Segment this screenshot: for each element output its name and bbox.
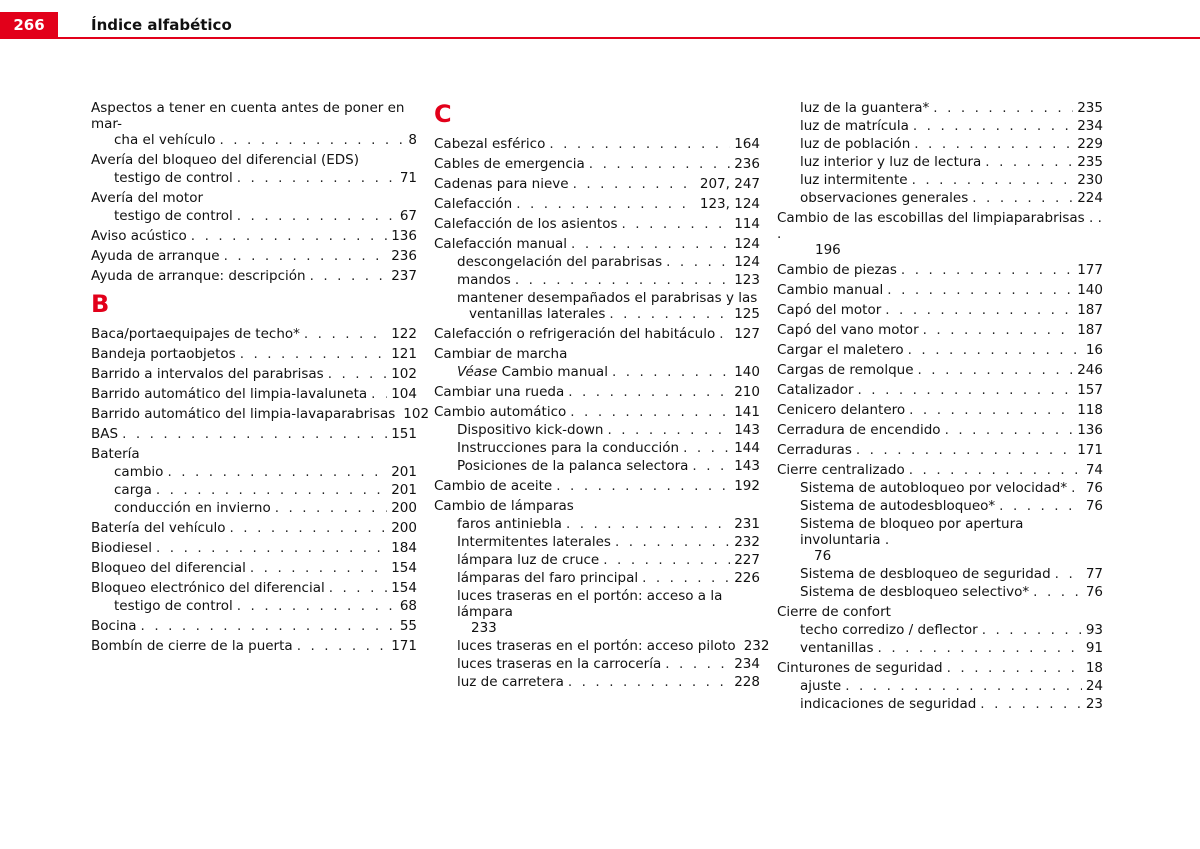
index-entry <box>434 216 760 232</box>
page-ref: 93 <box>1085 622 1103 638</box>
page-ref: 76 <box>1085 584 1103 600</box>
index-entry <box>91 580 417 596</box>
index-subentry <box>777 516 1103 564</box>
page-ref: 233 <box>471 620 497 636</box>
page-ref: 123 <box>734 272 760 288</box>
page-ref: 230 <box>1077 172 1103 188</box>
index-entry <box>434 404 760 420</box>
entry-text: Cabezal esférico <box>434 136 546 152</box>
page-ref: 140 <box>1077 282 1103 298</box>
entry-text: Cambio manual <box>777 282 884 298</box>
entry-text: Cinturones de seguridad <box>777 660 943 676</box>
index-entry <box>777 604 1103 620</box>
page-ref: 226 <box>734 570 760 586</box>
index-subentry <box>434 272 760 288</box>
entry-text: luces traseras en el portón: acceso piloto <box>457 638 736 654</box>
index-entry <box>91 618 417 634</box>
entry-text: Cambiar de marcha <box>434 346 568 362</box>
page-ref: 122 <box>391 326 417 342</box>
page-ref: 74 <box>1085 462 1103 478</box>
page-ref: 24 <box>1085 678 1103 694</box>
index-subentry <box>434 570 760 586</box>
index-entry <box>91 268 417 284</box>
entry-text: Ayuda de arranque <box>91 248 220 264</box>
index-entry <box>777 462 1103 478</box>
entry-text: observaciones generales <box>800 190 969 206</box>
page-ref: 234 <box>1077 118 1103 134</box>
page-ref: 231 <box>734 516 760 532</box>
page-ref: 184 <box>391 540 417 556</box>
index-entry <box>91 520 417 536</box>
page-ref: 143 <box>734 458 760 474</box>
page-ref: 200 <box>391 500 417 516</box>
index-subentry <box>777 100 1103 116</box>
index-subentry <box>434 440 760 456</box>
entry-text: Biodiesel <box>91 540 152 556</box>
page-ref: 224 <box>1077 190 1103 206</box>
index-entry <box>434 236 760 252</box>
index-entry <box>91 426 417 442</box>
index-subentry <box>777 118 1103 134</box>
index-entry <box>434 478 760 494</box>
index-subentry <box>434 638 770 654</box>
page-ref: 136 <box>391 228 417 244</box>
index-subentry <box>91 500 417 516</box>
page-ref: 154 <box>391 560 417 576</box>
entry-text: Cambio automático <box>434 404 567 420</box>
page-ref: 8 <box>408 132 417 148</box>
page-ref: 102 <box>391 366 417 382</box>
page-ref: 124 <box>734 236 760 252</box>
index-entry <box>91 346 417 362</box>
entry-text: Bloqueo del diferencial <box>91 560 246 576</box>
index-subentry <box>434 364 760 380</box>
index-entry <box>777 402 1103 418</box>
page-ref: 124 <box>734 254 760 270</box>
index-entry <box>91 560 417 576</box>
index-entry <box>434 498 760 514</box>
page-ref: 102 <box>403 406 430 422</box>
index-subentry <box>91 482 417 498</box>
page-ref: 229 <box>1077 136 1103 152</box>
see-also-label: Véase <box>457 364 498 380</box>
entry-text: conducción en invierno <box>114 500 271 516</box>
index-entry <box>91 228 417 244</box>
index-entry <box>777 382 1103 398</box>
page-title: Índice alfabético <box>91 16 232 34</box>
entry-text: Cadenas para nieve <box>434 176 569 192</box>
entry-text: carga <box>114 482 152 498</box>
entry-text: techo corredizo / deflector <box>800 622 978 638</box>
page-ref: 187 <box>1077 302 1103 318</box>
page-ref: 232 <box>743 638 770 654</box>
page-ref: 55 <box>399 618 417 634</box>
index-entry <box>91 540 417 556</box>
page-ref: 236 <box>391 248 417 264</box>
index-subentry <box>434 534 760 550</box>
index-subentry <box>91 464 417 480</box>
entry-text: BAS <box>91 426 119 442</box>
page-ref: 237 <box>391 268 417 284</box>
index-entry <box>434 136 760 152</box>
entry-text: Catalizador <box>777 382 854 398</box>
page-ref: 136 <box>1077 422 1103 438</box>
page-ref: 171 <box>1077 442 1103 458</box>
entry-text: Bandeja portaobjetos <box>91 346 236 362</box>
page-ref: 104 <box>391 386 417 402</box>
page-ref: 164 <box>734 136 760 152</box>
entry-text: Aspectos a tener en cuenta antes de poner en mar- <box>91 100 405 132</box>
index-column-2 <box>434 100 770 694</box>
entry-text: luz de carretera <box>457 674 564 690</box>
page-number: 266 <box>0 12 58 39</box>
index-entry <box>777 262 1103 278</box>
entry-text: Baca/portaequipajes de techo* <box>91 326 300 342</box>
index-subentry <box>91 170 417 186</box>
page-ref: 125 <box>734 306 760 322</box>
page-ref: 246 <box>1077 362 1103 378</box>
entry-text: Capó del vano motor <box>777 322 919 338</box>
entry-text: ajuste <box>800 678 842 694</box>
entry-text: ventanillas <box>800 640 874 656</box>
index-subentry <box>777 498 1103 514</box>
page-ref: 210 <box>734 384 760 400</box>
index-entry <box>91 326 417 342</box>
page-ref: 77 <box>1085 566 1103 582</box>
index-subentry <box>434 458 760 474</box>
page-ref: 154 <box>391 580 417 596</box>
page-ref: 235 <box>1077 154 1103 170</box>
index-entry <box>434 156 760 172</box>
index-entry <box>91 446 417 462</box>
entry-text: Cierre centralizado <box>777 462 905 478</box>
index-entry <box>777 342 1103 358</box>
page-ref: 23 <box>1085 696 1103 712</box>
page-ref: 171 <box>391 638 417 654</box>
entry-text: descongelación del parabrisas <box>457 254 663 270</box>
page-ref: 91 <box>1085 640 1103 656</box>
entry-text: Sistema de autodesbloqueo* <box>800 498 996 514</box>
index-entry <box>434 196 760 212</box>
entry-text: Cenicero delantero <box>777 402 906 418</box>
index-entry <box>91 190 417 206</box>
index-subentry <box>91 598 417 614</box>
entry-text: testigo de control <box>114 208 233 224</box>
page-ref: 16 <box>1085 342 1103 358</box>
page-ref: 232 <box>734 534 760 550</box>
page-ref: 118 <box>1077 402 1103 418</box>
entry-text: Cambio de piezas <box>777 262 897 278</box>
index-entry <box>91 406 430 422</box>
index-subentry <box>777 566 1103 582</box>
entry-text: Cambio de lámparas <box>434 498 574 514</box>
entry-text: Posiciones de la palanca selectora <box>457 458 689 474</box>
page-ref: 201 <box>391 482 417 498</box>
index-entry <box>777 442 1103 458</box>
entry-text: faros antiniebla <box>457 516 562 532</box>
entry-text: testigo de control <box>114 598 233 614</box>
index-entry <box>434 384 760 400</box>
entry-text: Barrido automático del limpia-lavaluneta <box>91 386 368 402</box>
index-subentry <box>777 622 1103 638</box>
index-subentry <box>777 678 1103 694</box>
index-subentry <box>777 154 1103 170</box>
page-ref: 127 <box>734 326 760 342</box>
entry-text: Batería del vehículo <box>91 520 226 536</box>
entry-text: Cambio manual <box>501 364 608 380</box>
index-entry <box>434 176 760 192</box>
entry-text: Instrucciones para la conducción <box>457 440 680 456</box>
index-subentry <box>777 696 1103 712</box>
header-rule <box>58 37 1200 39</box>
page-ref: 187 <box>1077 322 1103 338</box>
page-ref: 200 <box>391 520 417 536</box>
page-ref: 67 <box>399 208 417 224</box>
page-ref: 123, 124 <box>699 196 760 212</box>
entry-text: Ayuda de arranque: descripción <box>91 268 306 284</box>
index-entry <box>434 346 760 362</box>
page-ref: 71 <box>399 170 417 186</box>
entry-text: Cierre de confort <box>777 604 891 620</box>
entry-text: luces traseras en la carrocería <box>457 656 662 672</box>
page-ref: 157 <box>1077 382 1103 398</box>
entry-text: Batería <box>91 446 140 462</box>
entry-text: Barrido a intervalos del parabrisas <box>91 366 324 382</box>
index-subentry <box>91 208 417 224</box>
page-ref: 144 <box>734 440 760 456</box>
index-entry <box>91 248 417 264</box>
index-entry <box>777 422 1103 438</box>
page-ref: 76 <box>814 548 832 564</box>
index-entry <box>777 302 1103 318</box>
entry-text: luz de matrícula <box>800 118 909 134</box>
entry-text: Cambiar una rueda <box>434 384 565 400</box>
section-letter-c: C <box>434 100 452 128</box>
index-entry <box>434 326 760 342</box>
index-subentry <box>777 190 1103 206</box>
index-entry <box>91 152 417 168</box>
index-column-3 <box>777 100 1103 716</box>
entry-text: mantener desempañados el parabrisas y las <box>457 290 758 306</box>
entry-text: Calefacción o refrigeración del habitáculo <box>434 326 716 342</box>
index-entry <box>777 322 1103 338</box>
page-ref: 68 <box>399 598 417 614</box>
entry-text: cambio <box>114 464 164 480</box>
entry-text: Bombín de cierre de la puerta <box>91 638 293 654</box>
page-ref: 228 <box>734 674 760 690</box>
page-ref: 236 <box>734 156 760 172</box>
page-ref: 196 <box>815 242 841 258</box>
entry-text: Sistema de bloqueo por apertura involuntaria . <box>800 516 1024 548</box>
index-entry <box>777 362 1103 378</box>
entry-text: Aviso acústico <box>91 228 187 244</box>
index-subentry <box>434 422 760 438</box>
entry-text: Capó del motor <box>777 302 882 318</box>
page-ref: 141 <box>734 404 760 420</box>
entry-text: Cerradura de encendido <box>777 422 941 438</box>
index-subentry <box>777 584 1103 600</box>
entry-text: Calefacción <box>434 196 513 212</box>
index-subentry <box>434 290 760 322</box>
entry-text: Barrido automático del limpia-lavaparabrisas <box>91 406 396 422</box>
entry-text: Sistema de desbloqueo de seguridad <box>800 566 1051 582</box>
entry-text: Avería del bloqueo del diferencial (EDS) <box>91 152 360 168</box>
page-ref: 192 <box>734 478 760 494</box>
page-ref: 177 <box>1077 262 1103 278</box>
entry-text: Calefacción de los asientos <box>434 216 618 232</box>
entry-text: Sistema de desbloqueo selectivo* <box>800 584 1030 600</box>
index-subentry <box>434 656 760 672</box>
page-ref: 140 <box>734 364 760 380</box>
entry-text: lámpara luz de cruce <box>457 552 600 568</box>
index-entry <box>777 210 1103 258</box>
page-ref: 234 <box>734 656 760 672</box>
page-ref: 151 <box>391 426 417 442</box>
entry-text: mandos <box>457 272 511 288</box>
index-subentry <box>434 254 760 270</box>
index-subentry <box>434 674 760 690</box>
page-ref: 18 <box>1085 660 1103 676</box>
entry-text: luz de la guantera* <box>800 100 930 116</box>
page-ref: 227 <box>734 552 760 568</box>
entry-text: testigo de control <box>114 170 233 186</box>
index-entry <box>91 386 417 402</box>
entry-text: Dispositivo kick-down <box>457 422 604 438</box>
index-entry <box>777 660 1103 676</box>
section-letter-b: B <box>91 290 110 318</box>
index-entry <box>91 638 417 654</box>
entry-text: luz de población <box>800 136 911 152</box>
index-entry <box>91 366 417 382</box>
index-subentry <box>434 516 760 532</box>
entry-text: Cambio de aceite <box>434 478 553 494</box>
entry-text: Cargar el maletero <box>777 342 904 358</box>
entry-text: ventanillas laterales <box>469 306 606 322</box>
entry-text: luces traseras en el portón: acceso a la lámpara <box>457 588 723 620</box>
entry-text: cha el vehículo <box>114 132 216 148</box>
page-ref: 235 <box>1077 100 1103 116</box>
entry-text: Calefacción manual <box>434 236 568 252</box>
page-ref: 201 <box>391 464 417 480</box>
index-column-1 <box>91 100 430 658</box>
page-ref: 121 <box>391 346 417 362</box>
entry-text: luz intermitente <box>800 172 908 188</box>
page-ref: 143 <box>734 422 760 438</box>
entry-text: Avería del motor <box>91 190 204 206</box>
entry-text: Cables de emergencia <box>434 156 585 172</box>
entry-text: Sistema de autobloqueo por velocidad* <box>800 480 1068 496</box>
page-ref: 114 <box>734 216 760 232</box>
entry-text: Cargas de remolque <box>777 362 914 378</box>
entry-text: lámparas del faro principal <box>457 570 639 586</box>
index-subentry <box>777 172 1103 188</box>
index-entry <box>777 282 1103 298</box>
page-ref: 76 <box>1085 480 1103 496</box>
entry-text: indicaciones de seguridad <box>800 696 977 712</box>
page-ref: 207, 247 <box>699 176 760 192</box>
entry-text: Cambio de las escobillas del limpiaparabrisas . . . <box>777 210 1102 242</box>
entry-text: Intermitentes laterales <box>457 534 611 550</box>
page-header <box>0 0 1200 40</box>
index-subentry <box>434 588 760 636</box>
page-ref: 76 <box>1085 498 1103 514</box>
index-subentry <box>434 552 760 568</box>
entry-text: luz interior y luz de lectura <box>800 154 982 170</box>
entry-text: Bocina <box>91 618 137 634</box>
entry-text: Bloqueo electrónico del diferencial <box>91 580 325 596</box>
entry-text: Cerraduras <box>777 442 852 458</box>
index-subentry <box>777 136 1103 152</box>
index-entry <box>91 100 417 148</box>
index-subentry <box>777 640 1103 656</box>
index-subentry <box>777 480 1103 496</box>
